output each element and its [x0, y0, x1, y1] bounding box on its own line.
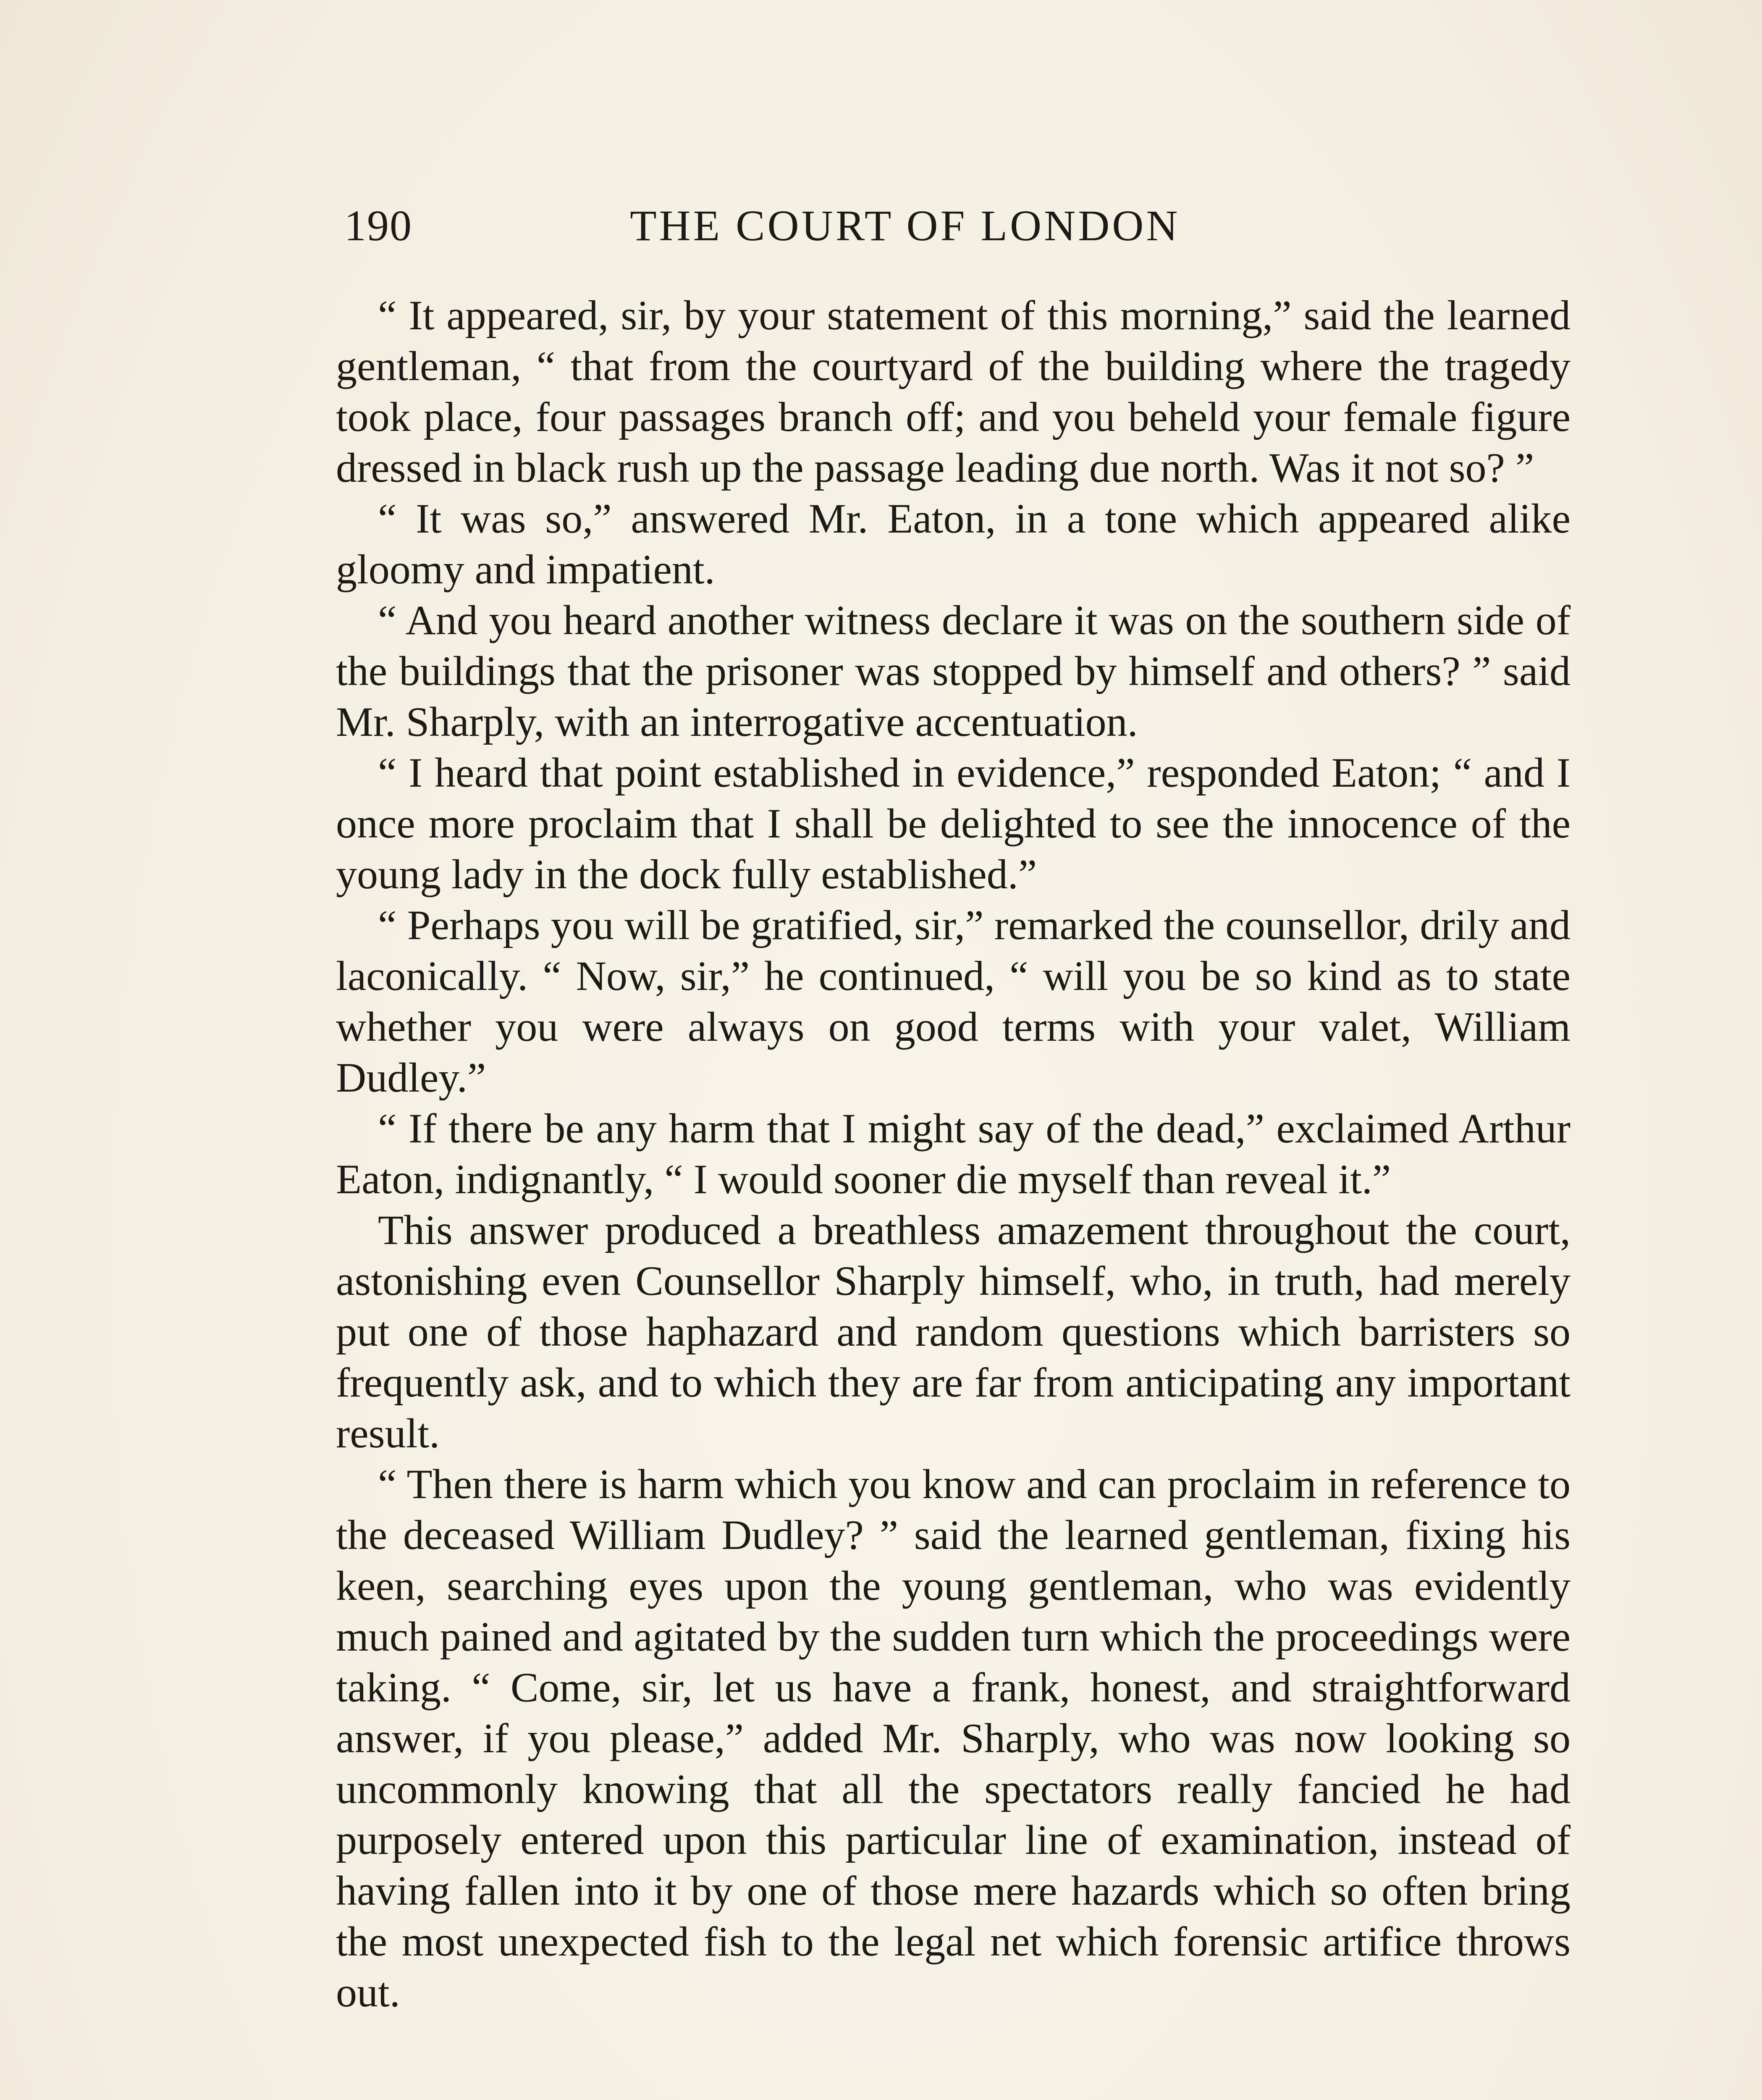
text-body	[336, 290, 1571, 2018]
paragraph: “ Perhaps you will be gratified, sir,” remarked the counsellor, drily and laconically. “ Now, sir,” he continued, “ will you be so kind as to state whether you were always on good terms with your valet, William Dudley.”	[336, 902, 1571, 1101]
running-head: THE COURT OF LONDON	[630, 202, 1180, 250]
paragraph: “ I heard that point established in evidence,” responded Eaton; “ and I once more proclaim that I shall be delighted to see the innocence of the young lady in the dock fully established.”	[336, 749, 1571, 898]
paragraph: “ If there be any harm that I might say of the dead,” exclaimed Arthur Eaton, indignantly, “ I would sooner die myself than reveal it.”	[336, 1105, 1571, 1202]
paragraph: This answer produced a breathless amazement throughout the court, astonishing even Counsellor Sharply himself, who, in truth, had merely put one of those haphazard and random questions which barristers so frequently ask, and to which they are far from anticipating any important result.	[336, 1207, 1571, 1457]
page-number: 190	[344, 202, 412, 250]
paragraph: “ It was so,” answered Mr. Eaton, in a tone which appeared alike gloomy and impatient.	[336, 495, 1571, 593]
paragraph: “ It appeared, sir, by your statement of this morning,” said the learned gentleman, “ that from the courtyard of the building where the tragedy took place, four passages branch off; and you beheld your female figure dressed in black rush up the passage leading due north. Was it not so? ”	[336, 292, 1571, 491]
page-header	[344, 197, 1566, 255]
paragraph: “ And you heard another witness declare it was on the southern side of the buildings that the prisoner was stopped by himself and others? ” said Mr. Sharply, with an interrogative accentuation.	[336, 597, 1571, 745]
paragraph: “ Then there is harm which you know and can proclaim in reference to the deceased William Dudley? ” said the learned gentleman, fixing his keen, searching eyes upon the young gentleman, who was evidently much pained and agitated by the sudden turn which the proceedings were taking. “ Come, sir, let us have a frank, honest, and straightforward answer, if you please,” added Mr. Sharply, who was now looking so uncommonly knowing that all the spectators really fancied he had purposely entered upon this particular line of examination, instead of having fallen into it by one of those mere hazards which so often bring the most unexpected fish to the legal net which forensic artifice throws out.	[336, 1461, 1571, 2016]
